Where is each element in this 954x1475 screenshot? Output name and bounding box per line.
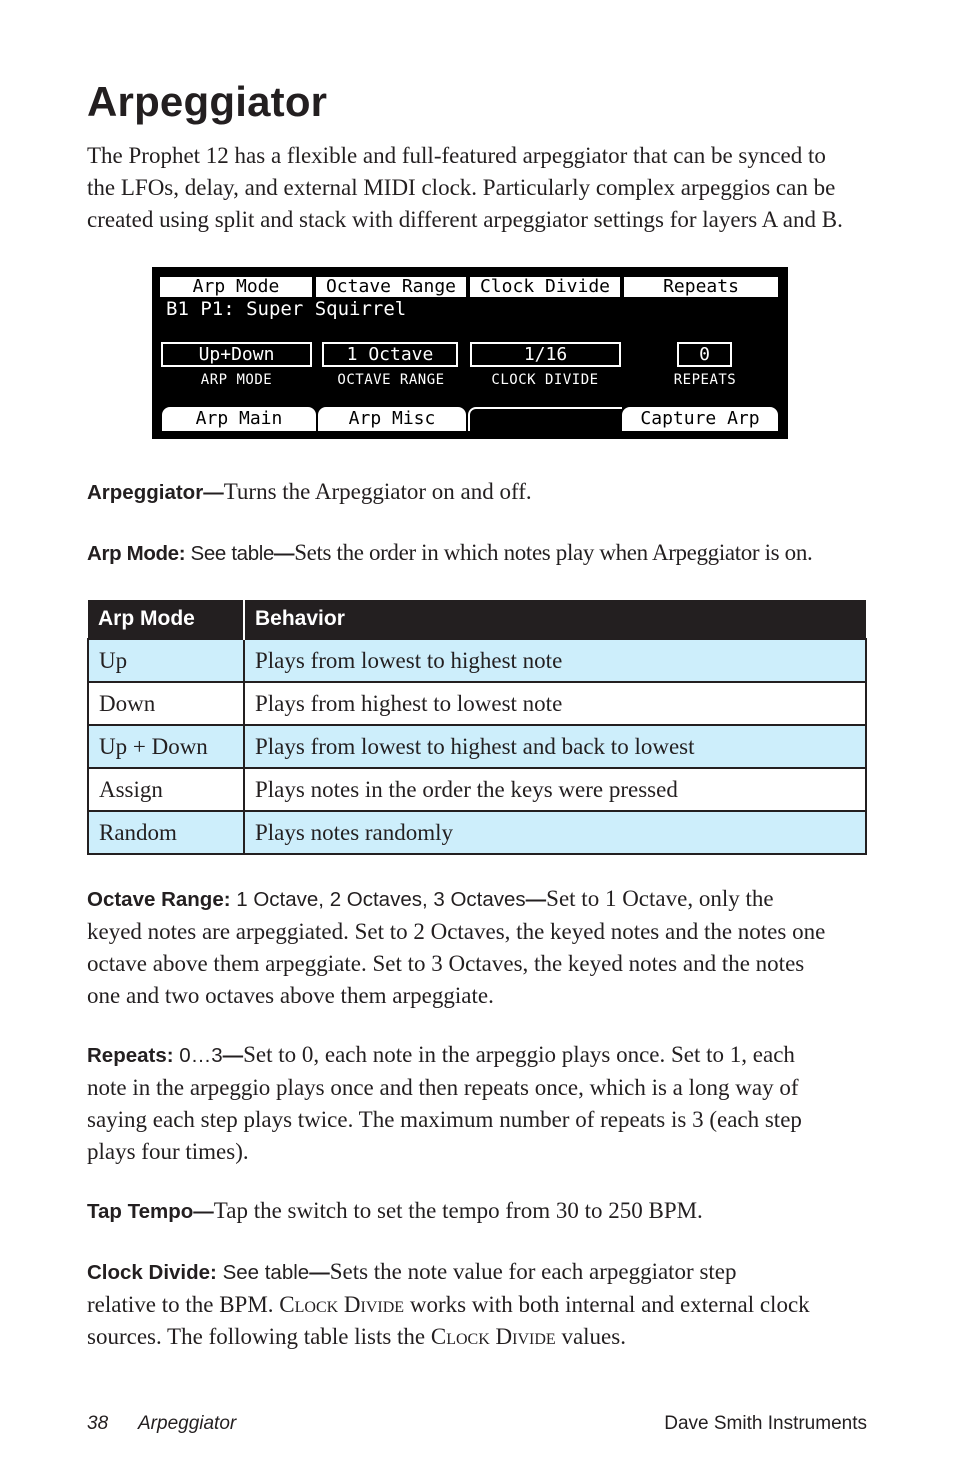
- table-cell: Plays notes in the order the keys were pressed: [244, 768, 866, 811]
- lcd-caption-octave-range: OCTAVE RANGE: [337, 372, 445, 388]
- lcd-value-repeats: 0: [677, 342, 732, 367]
- small-caps-term: Clock Divide: [279, 1292, 405, 1317]
- lcd-caption-repeats: REPEATS: [673, 372, 737, 388]
- lcd-caption-clock-divide: CLOCK DIVIDE: [491, 372, 599, 388]
- table-row: [88, 682, 866, 725]
- table-cell: Up: [88, 639, 244, 682]
- param-value: See table: [185, 542, 275, 565]
- intro-paragraph: [87, 140, 877, 236]
- small-caps-term: Clock Divide: [430, 1324, 556, 1349]
- param-text: Set to 1 Octave, only the: [546, 886, 774, 911]
- arp-mode-description: Arp Mode: See table—Sets the order in which notes play when Arpeggiator is on.: [87, 540, 813, 565]
- footer-section: Arpeggiator: [138, 1413, 237, 1434]
- param-text-line: note in the arpeggio plays once and then repeats once, which is a long way of: [87, 1075, 799, 1100]
- lcd-tab-arp-misc: Arp Misc: [318, 407, 466, 431]
- param-text: Set to 0, each note in the arpeggio plays once. Set to 1, each: [243, 1042, 795, 1067]
- param-label: Tap Tempo: [87, 1200, 194, 1223]
- lcd-value-clock-divide: 1/16: [470, 342, 621, 367]
- param-text-line: one and two octaves above them arpeggiate.: [87, 983, 494, 1008]
- lcd-program-name: B1 P1: Super Squirrel: [166, 298, 407, 320]
- param-label: Clock Divide:: [87, 1261, 217, 1284]
- page-title: Arpeggiator: [87, 78, 328, 125]
- param-value: 1 Octave, 2 Octaves, 3 Octaves: [230, 888, 526, 911]
- table-row: [88, 811, 866, 854]
- footer-company: Dave Smith Instruments: [664, 1413, 867, 1434]
- table-cell: Plays from lowest to highest and back to lowest: [244, 725, 866, 768]
- lcd-caption-arp-mode: ARP MODE: [200, 372, 273, 388]
- lcd-tab-empty: [468, 407, 622, 431]
- param-text-line: saying each step plays twice. The maximum number of repeats is 3 (each step: [87, 1107, 802, 1132]
- param-label: Arp Mode:: [87, 542, 186, 565]
- table-cell: Plays notes randomly: [244, 811, 866, 854]
- param-text-line: octave above them arpeggiate. Set to 3 Octaves, the keyed notes and the notes: [87, 951, 805, 976]
- table-cell: Up + Down: [88, 725, 244, 768]
- table-cell: Random: [88, 811, 244, 854]
- table-row: [88, 768, 866, 811]
- lcd-value-octave-range: 1 Octave: [322, 342, 458, 367]
- lcd-tab-arp-main: Arp Main: [162, 407, 316, 431]
- lcd-tab-arp-mode: Arp Mode: [160, 277, 312, 297]
- intro-line: the LFOs, delay, and external MIDI clock. Particularly complex arpeggios can be: [87, 175, 836, 200]
- param-text-line: plays four times).: [87, 1139, 249, 1164]
- arp-mode-table: [87, 600, 867, 855]
- lcd-screen: [152, 267, 788, 439]
- table-header-row: [88, 600, 866, 639]
- clock-divide-description: Clock Divide: See table—Sets the note value for each arpeggiator step relative to the BPM. Clock Divide works with both internal and external clock sources. The following table lists the Clock Divide values.: [87, 1259, 810, 1349]
- table-cell: Assign: [88, 768, 244, 811]
- param-value: 0…3: [173, 1044, 223, 1067]
- lcd-value-arp-mode: Up+Down: [161, 342, 312, 367]
- intro-line: created using split and stack with different arpeggiator settings for layers A and B.: [87, 207, 843, 232]
- table-cell: Down: [88, 682, 244, 725]
- lcd-tab-octave-range: Octave Range: [316, 277, 466, 297]
- param-text: Sets the note value for each arpeggiator step: [329, 1259, 737, 1284]
- repeats-description: Repeats: 0…3—Set to 0, each note in the arpeggio plays once. Set to 1, each note in the arpeggio plays once and then repeats once, which is a long way of saying each step plays twice. The maximum number of repeats is 3 (each step plays four times).: [87, 1039, 877, 1168]
- tap-tempo-description: Tap Tempo—Tap the switch to set the tempo from 30 to 250 BPM.: [87, 1198, 703, 1223]
- param-label: Repeats:: [87, 1044, 174, 1067]
- param-text-line: keyed notes are arpeggiated. Set to 2 Octaves, the keyed notes and the notes one: [87, 919, 826, 944]
- table-header: Arp Mode: [88, 600, 244, 639]
- param-value: See table: [216, 1261, 310, 1284]
- table-cell: Plays from highest to lowest note: [244, 682, 866, 725]
- table-row: [88, 725, 866, 768]
- footer-page-number: 38: [87, 1413, 109, 1434]
- lcd-tab-clock-divide: Clock Divide: [470, 277, 620, 297]
- param-text: Sets the order in which notes play when Arpeggiator is on.: [294, 540, 813, 565]
- param-text: Tap the switch to set the tempo from 30 to 250 BPM.: [213, 1198, 703, 1223]
- table-row: [88, 639, 866, 682]
- lcd-tab-capture-arp: Capture Arp: [622, 407, 778, 431]
- param-text: Turns the Arpeggiator on and off.: [223, 479, 532, 504]
- table-cell: Plays from lowest to highest note: [244, 639, 866, 682]
- param-label: Arpeggiator: [87, 481, 204, 504]
- lcd-tab-repeats: Repeats: [624, 277, 778, 297]
- octave-range-description: Octave Range: 1 Octave, 2 Octaves, 3 Octaves—Set to 1 Octave, only the keyed notes are arpeggiated. Set to 2 Octaves, the keyed notes and the notes one octave above them arpeggiate. Set to 3 Octaves, the keyed notes and the notes one and two octaves above them arpeggiate.: [87, 883, 877, 1012]
- table-header: Behavior: [244, 600, 866, 639]
- intro-line: The Prophet 12 has a flexible and full-featured arpeggiator that can be synced to: [87, 143, 826, 168]
- arpeggiator-description: Arpeggiator—Turns the Arpeggiator on and off.: [87, 479, 532, 504]
- param-label: Octave Range:: [87, 888, 231, 911]
